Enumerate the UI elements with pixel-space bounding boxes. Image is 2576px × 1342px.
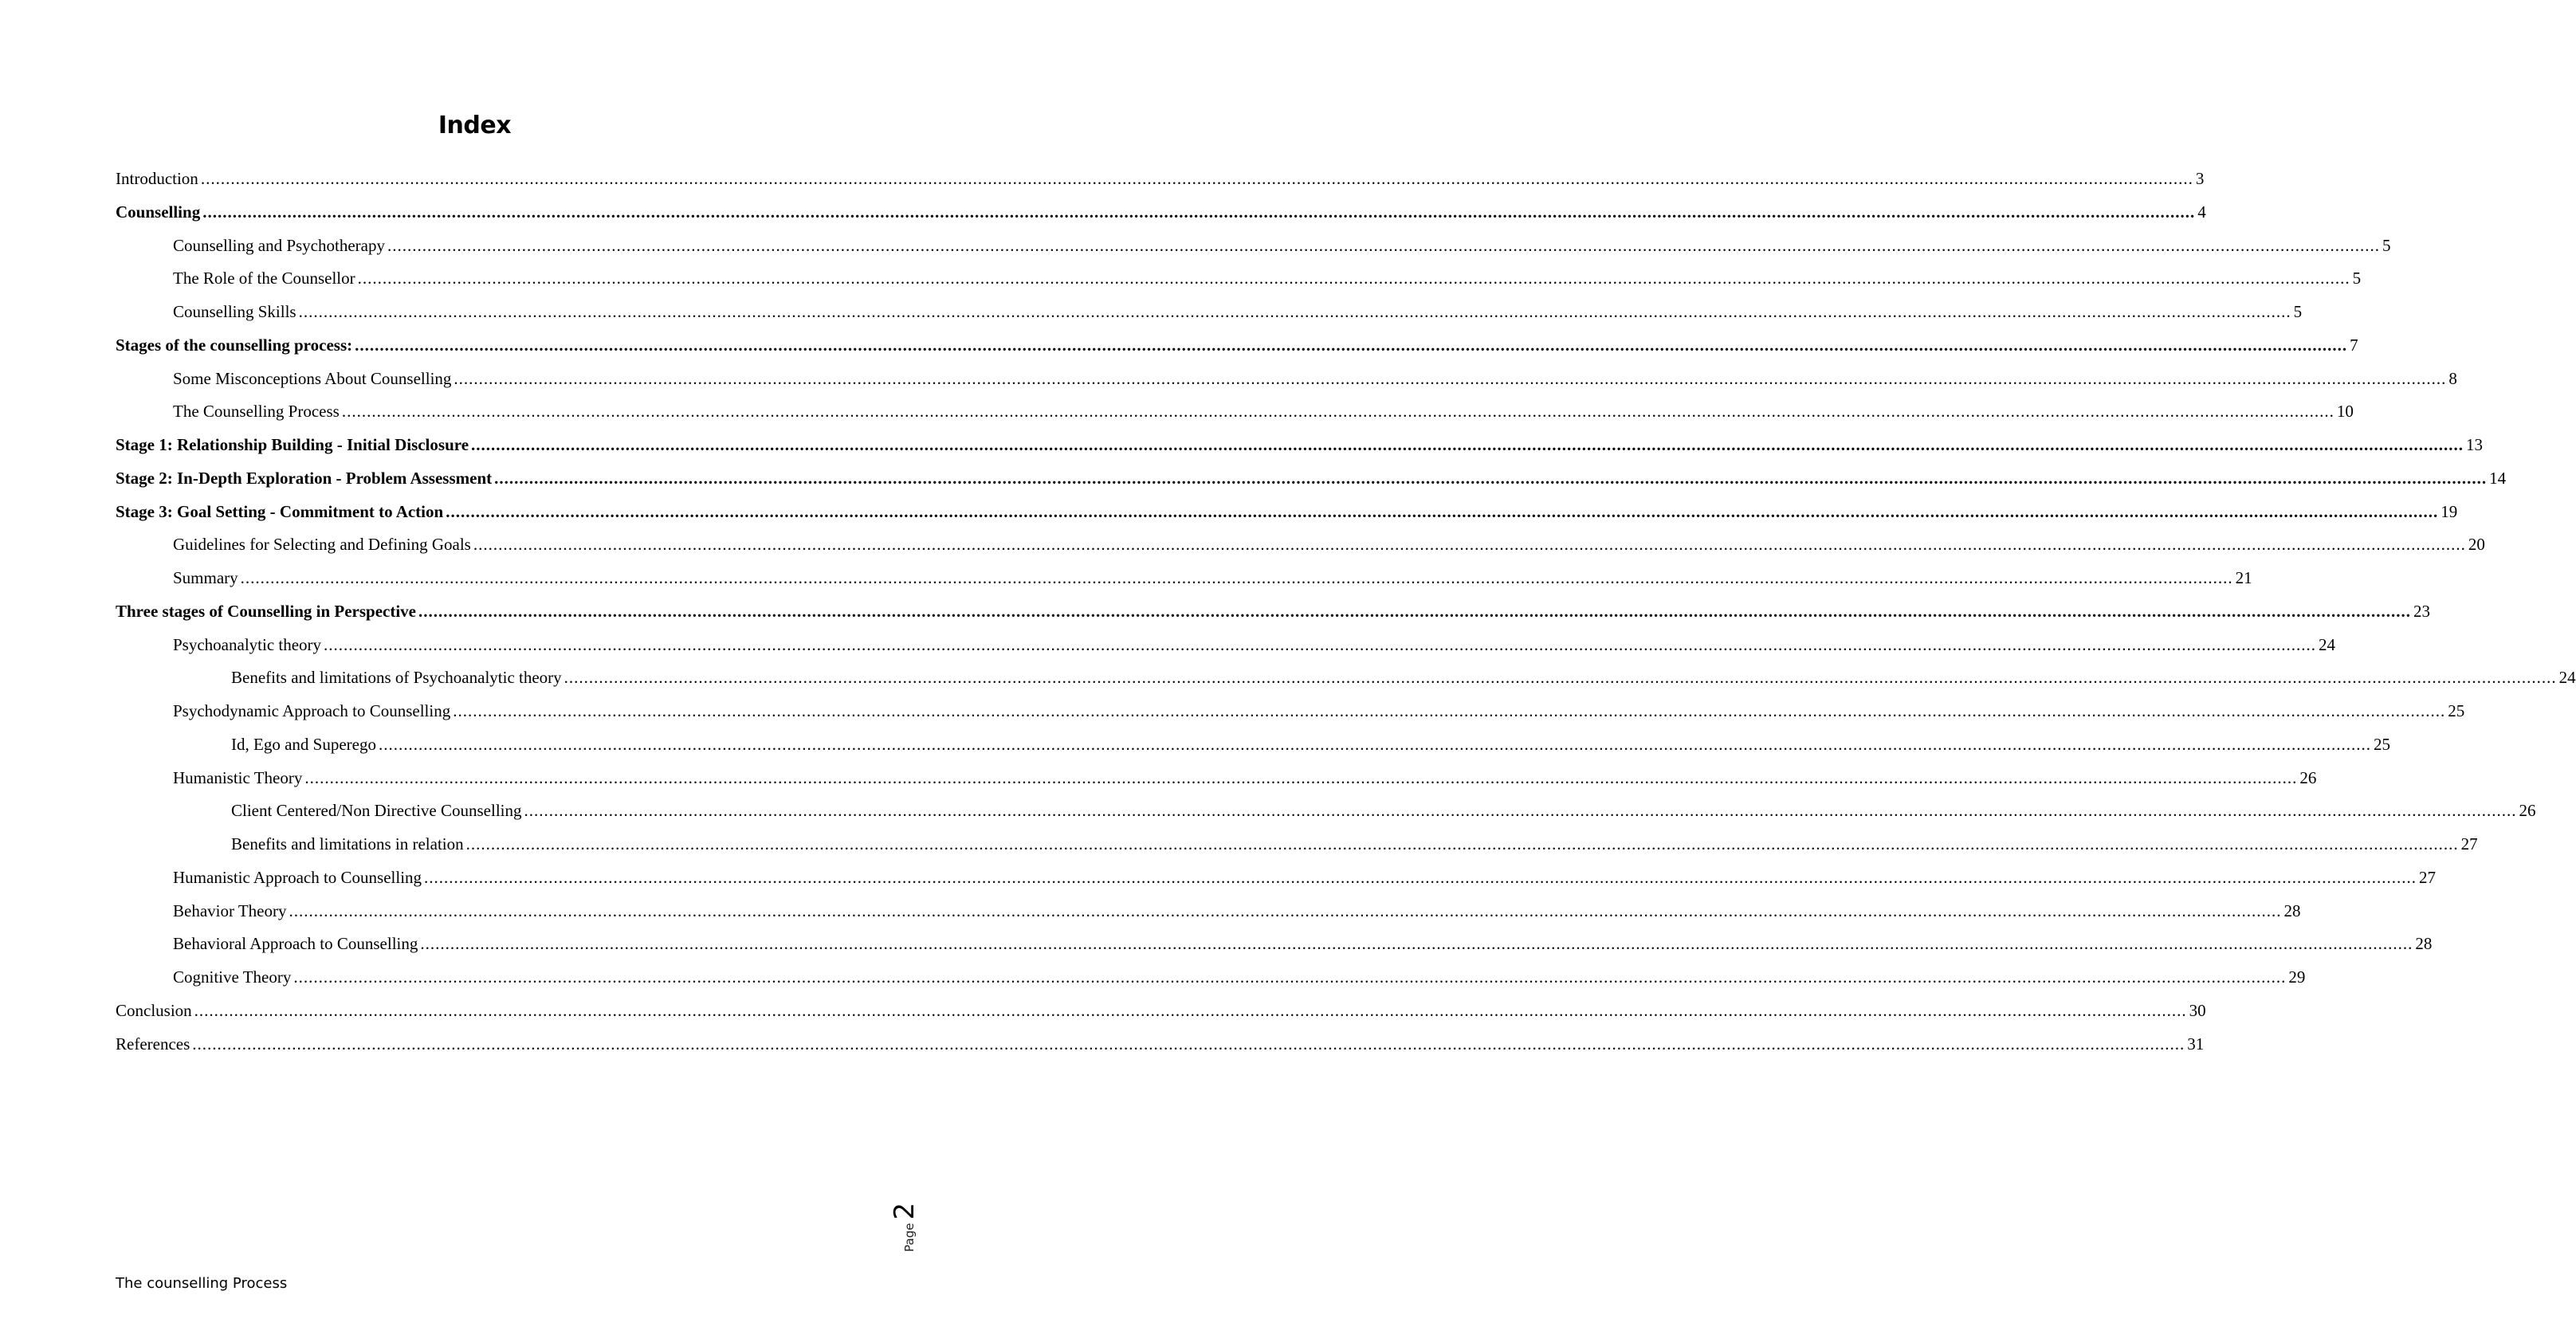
toc-dot-leader: ................................................................................................................................................................................................................................................................................................................................................................................................................ bbox=[471, 435, 2464, 454]
toc-dot-leader: ................................................................................................................................................................................................................................................................................................................................................................................................................ bbox=[378, 735, 2371, 754]
toc-dot-leader: ................................................................................................................................................................................................................................................................................................................................................................................................................ bbox=[473, 535, 2466, 554]
toc-entry-page: 24 bbox=[2558, 668, 2576, 687]
toc-entry-page: 8 bbox=[2448, 369, 2457, 388]
toc-entry[interactable] bbox=[173, 699, 2465, 723]
toc-dot-leader: ................................................................................................................................................................................................................................................................................................................................................................................................................ bbox=[454, 369, 2447, 388]
toc-entry[interactable] bbox=[173, 965, 2306, 989]
toc-dot-leader: ................................................................................................................................................................................................................................................................................................................................................................................................................ bbox=[200, 169, 2193, 188]
toc-dot-leader: ................................................................................................................................................................................................................................................................................................................................................................................................................ bbox=[304, 768, 2298, 787]
toc-entry-page: 27 bbox=[2460, 834, 2478, 853]
toc-entry-page: 20 bbox=[2468, 535, 2485, 554]
toc-entry-label: Introduction bbox=[116, 169, 198, 188]
toc-entry-page: 28 bbox=[2415, 934, 2433, 953]
toc-entry-label: Stage 3: Goal Setting - Commitment to Action bbox=[116, 502, 444, 521]
toc-entry-page: 30 bbox=[2189, 1001, 2206, 1020]
toc-entry-label: Benefits and limitations of Psychoanalytic theory bbox=[231, 668, 562, 687]
toc-entry-page: 5 bbox=[2352, 269, 2362, 288]
toc-entry[interactable] bbox=[116, 599, 2430, 623]
toc-entry[interactable] bbox=[116, 1032, 2205, 1056]
toc-dot-leader: ................................................................................................................................................................................................................................................................................................................................................................................................................ bbox=[289, 901, 2282, 920]
toc-entry[interactable] bbox=[231, 732, 2390, 756]
toc-entry-label: Counselling bbox=[116, 202, 201, 222]
toc-dot-leader: ................................................................................................................................................................................................................................................................................................................................................................................................................ bbox=[240, 568, 2233, 587]
toc-entry-label: Humanistic Theory bbox=[173, 768, 303, 787]
toc-entry-label: The Role of the Counsellor bbox=[173, 269, 355, 288]
toc-entry-page: 23 bbox=[2413, 602, 2430, 621]
toc-dot-leader: ................................................................................................................................................................................................................................................................................................................................................................................................................ bbox=[387, 236, 2380, 255]
toc-dot-leader: ................................................................................................................................................................................................................................................................................................................................................................................................................ bbox=[494, 469, 2488, 488]
toc-entry-page: 29 bbox=[2288, 967, 2306, 987]
toc-entry-label: Id, Ego and Superego bbox=[231, 735, 376, 754]
toc-entry-page: 5 bbox=[2293, 302, 2303, 321]
toc-entry-label: Some Misconceptions About Counselling bbox=[173, 369, 452, 388]
toc-entry-label: Client Centered/Non Directive Counselling bbox=[231, 801, 522, 820]
toc-entry[interactable] bbox=[173, 399, 2354, 423]
toc-entry[interactable] bbox=[173, 932, 2433, 955]
toc-entry-page: 27 bbox=[2419, 868, 2437, 887]
toc-entry-page: 10 bbox=[2336, 402, 2354, 421]
toc-dot-leader: ................................................................................................................................................................................................................................................................................................................................................................................................................ bbox=[341, 402, 2334, 421]
toc-entry[interactable] bbox=[173, 532, 2485, 556]
toc-entry[interactable] bbox=[116, 466, 2507, 490]
toc-dot-leader: ................................................................................................................................................................................................................................................................................................................................................................................................................ bbox=[355, 336, 2348, 355]
toc-entry[interactable] bbox=[116, 433, 2484, 457]
toc-entry-label: Humanistic Approach to Counselling bbox=[173, 868, 422, 887]
page-number bbox=[891, 1199, 947, 1255]
toc-entry-label: Counselling Skills bbox=[173, 302, 296, 321]
toc-entry-label: Conclusion bbox=[116, 1001, 192, 1020]
toc-entry-label: Benefits and limitations in relation bbox=[231, 834, 464, 853]
toc-entry-page: 21 bbox=[2235, 568, 2252, 587]
toc-entry-label: Stage 2: In-Depth Exploration - Problem Assessment bbox=[116, 469, 493, 488]
toc-dot-leader: ................................................................................................................................................................................................................................................................................................................................................................................................................ bbox=[298, 302, 2291, 321]
toc-entry[interactable] bbox=[173, 766, 2317, 790]
toc-entry-label: Behavioral Approach to Counselling bbox=[173, 934, 418, 953]
toc-dot-leader: ................................................................................................................................................................................................................................................................................................................................................................................................................ bbox=[202, 202, 2196, 222]
toc-dot-leader: ................................................................................................................................................................................................................................................................................................................................................................................................................ bbox=[192, 1034, 2185, 1054]
toc-dot-leader: ................................................................................................................................................................................................................................................................................................................................................................................................................ bbox=[324, 635, 2317, 654]
toc-entry-page: 13 bbox=[2466, 435, 2484, 454]
toc-entry[interactable] bbox=[173, 865, 2437, 889]
page-title: Index bbox=[438, 112, 512, 139]
toc-dot-leader: ................................................................................................................................................................................................................................................................................................................................................................................................................ bbox=[357, 269, 2350, 288]
toc-entry-page: 26 bbox=[2299, 768, 2317, 787]
toc-dot-leader: ................................................................................................................................................................................................................................................................................................................................................................................................................ bbox=[465, 834, 2459, 853]
toc-entry-label: Guidelines for Selecting and Defining Goals bbox=[173, 535, 471, 554]
toc-entry-page: 19 bbox=[2441, 502, 2458, 521]
toc-entry[interactable] bbox=[116, 333, 2358, 357]
toc-entry[interactable] bbox=[173, 633, 2336, 657]
toc-entry[interactable] bbox=[231, 665, 2576, 689]
toc-dot-leader: ................................................................................................................................................................................................................................................................................................................................................................................................................ bbox=[418, 602, 2411, 621]
toc-entry-page: 7 bbox=[2350, 336, 2358, 355]
footer-text: The counselling Process bbox=[116, 1275, 288, 1292]
toc-entry[interactable] bbox=[173, 233, 2391, 257]
toc-entry-page: 4 bbox=[2197, 202, 2206, 222]
toc-entry[interactable] bbox=[173, 300, 2303, 324]
toc-entry-label: Stages of the counselling process: bbox=[116, 336, 353, 355]
toc-dot-leader: ................................................................................................................................................................................................................................................................................................................................................................................................................ bbox=[194, 1001, 2187, 1020]
toc-dot-leader: ................................................................................................................................................................................................................................................................................................................................................................................................................ bbox=[453, 701, 2446, 720]
toc-dot-leader: ................................................................................................................................................................................................................................................................................................................................................................................................................ bbox=[424, 868, 2417, 887]
toc-entry-page: 5 bbox=[2382, 236, 2391, 255]
toc-entry-page: 25 bbox=[2448, 701, 2465, 720]
toc-entry[interactable] bbox=[173, 566, 2252, 590]
toc-dot-leader: ................................................................................................................................................................................................................................................................................................................................................................................................................ bbox=[446, 502, 2439, 521]
toc-entry-label: Summary bbox=[173, 568, 238, 587]
toc-entry-page: 24 bbox=[2319, 635, 2336, 654]
toc-entry[interactable] bbox=[231, 832, 2478, 856]
page-digit: 2 bbox=[889, 1203, 921, 1220]
toc-entry[interactable] bbox=[173, 266, 2362, 290]
toc-entry-page: 28 bbox=[2283, 901, 2301, 920]
toc-entry-page: 25 bbox=[2373, 735, 2390, 754]
toc-entry-label: Three stages of Counselling in Perspective bbox=[116, 602, 416, 621]
toc-entry[interactable] bbox=[116, 167, 2205, 190]
toc-dot-leader: ................................................................................................................................................................................................................................................................................................................................................................................................................ bbox=[293, 967, 2287, 987]
toc-entry[interactable] bbox=[231, 799, 2536, 822]
toc-entry-page: 14 bbox=[2489, 469, 2507, 488]
toc-entry-label: Psychodynamic Approach to Counselling bbox=[173, 701, 451, 720]
toc-entry[interactable] bbox=[173, 367, 2457, 390]
toc-entry-label: Psychoanalytic theory bbox=[173, 635, 322, 654]
toc-entry-page: 31 bbox=[2187, 1034, 2205, 1054]
toc-entry[interactable] bbox=[116, 500, 2458, 524]
toc-dot-leader: ................................................................................................................................................................................................................................................................................................................................................................................................................ bbox=[420, 934, 2413, 953]
toc-entry-label: Behavior Theory bbox=[173, 901, 287, 920]
toc-dot-leader: ................................................................................................................................................................................................................................................................................................................................................................................................................ bbox=[524, 801, 2517, 820]
toc-entry[interactable] bbox=[116, 200, 2206, 224]
toc-entry-label: Counselling and Psychotherapy bbox=[173, 236, 385, 255]
toc-entry-page: 3 bbox=[2195, 169, 2205, 188]
toc-dot-leader: ................................................................................................................................................................................................................................................................................................................................................................................................................ bbox=[564, 668, 2557, 687]
toc-entry-label: References bbox=[116, 1034, 190, 1054]
toc-entry[interactable] bbox=[173, 899, 2301, 923]
toc-entry-label: Cognitive Theory bbox=[173, 967, 292, 987]
toc-entry-label: The Counselling Process bbox=[173, 402, 340, 421]
toc-entry[interactable] bbox=[116, 999, 2206, 1022]
toc-entry-page: 26 bbox=[2519, 801, 2536, 820]
toc-entry-label: Stage 1: Relationship Building - Initial Disclosure bbox=[116, 435, 469, 454]
page-word: Page bbox=[902, 1222, 917, 1252]
